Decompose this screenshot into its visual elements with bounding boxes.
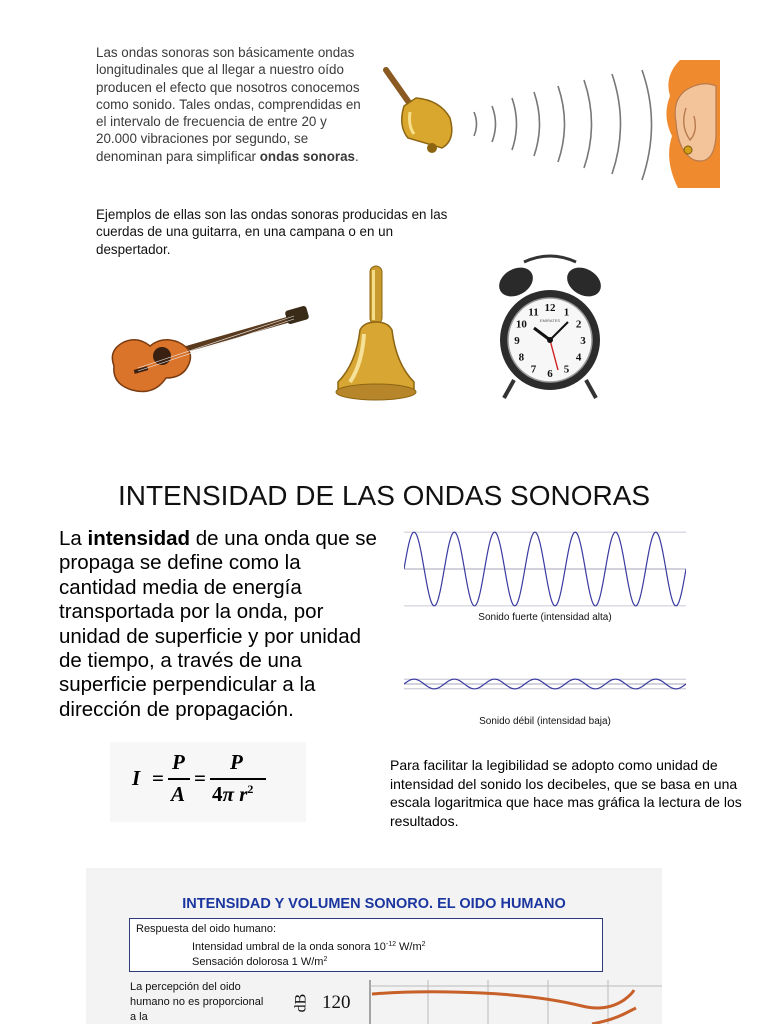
clock-numeral: 1 bbox=[563, 306, 570, 319]
formula-den-pi: π bbox=[222, 782, 234, 806]
hand-bell-icon bbox=[386, 70, 452, 153]
decibel-paragraph: Para facilitar la legibilidad se adopto como unidad de intensidad del sonido los decibeles, que se basa en una escala logaritmica que hace mas gráfica la lectura de los resultados. bbox=[390, 757, 742, 829]
guitar-icon bbox=[104, 300, 312, 400]
embedded-slide bbox=[86, 868, 662, 1024]
clock-numeral: 6 bbox=[547, 368, 553, 380]
formula-equals-2: = bbox=[194, 766, 206, 790]
wave-strong-plot bbox=[404, 528, 686, 610]
formula-intensity-symbol: I bbox=[132, 766, 141, 790]
clock-numeral: 8 bbox=[518, 351, 525, 364]
definition-paragraph bbox=[59, 527, 377, 745]
slide-box-line-3 bbox=[192, 952, 327, 970]
chart-axis-unit: dB bbox=[292, 993, 310, 1013]
lower-curve bbox=[592, 1008, 636, 1024]
formula-den-coefficient: 4 bbox=[212, 782, 223, 806]
definition-lead: La bbox=[59, 527, 88, 550]
hearing-curve-plot bbox=[362, 980, 662, 1024]
formula-den-exponent: 2 bbox=[247, 782, 254, 796]
threshold-exponent: -12 bbox=[385, 941, 396, 948]
formula-equals-1: = bbox=[152, 766, 164, 790]
formula-fraction-line-1 bbox=[168, 778, 190, 780]
bell-ear-illustration bbox=[380, 56, 720, 192]
intro-text-end: . bbox=[355, 148, 359, 164]
clock-numeral: 11 bbox=[528, 306, 539, 319]
wave-weak-caption: Sonido débil (intensidad baja) bbox=[479, 716, 611, 727]
threshold-unit-exponent: 2 bbox=[421, 941, 426, 948]
slide-info-box bbox=[129, 918, 603, 972]
slide-perception-text: La percepción del oido humano no es proporcional a la bbox=[130, 981, 264, 1023]
pain-threshold-curve bbox=[372, 990, 634, 1008]
slide-box-line-1: Respuesta del oido humano: bbox=[136, 923, 277, 935]
clock-numeral: 9 bbox=[514, 335, 520, 347]
ear-icon bbox=[666, 60, 720, 188]
definition-bold-term: intensidad bbox=[87, 527, 191, 550]
wave-strong-caption: Sonido fuerte (intensidad alta) bbox=[478, 612, 612, 623]
bell-icon bbox=[330, 264, 422, 406]
section-title: INTENSIDAD DE LAS ONDAS SONORAS bbox=[117, 480, 651, 511]
intro-paragraph bbox=[96, 44, 364, 165]
pain-text: Sensación dolorosa 1 W/m bbox=[192, 956, 324, 968]
formula-numerator-1: P bbox=[172, 750, 185, 774]
clock-numeral: 4 bbox=[575, 351, 582, 364]
hearing-curve-chart bbox=[286, 980, 662, 1024]
intensity-formula bbox=[110, 742, 306, 822]
slide-title: INTENSIDAD Y VOLUMEN SONORO. EL OIDO HUMANO bbox=[182, 896, 566, 912]
clock-numeral: 2 bbox=[575, 318, 582, 331]
intro-bold-term: ondas sonoras bbox=[259, 148, 355, 164]
formula-denominator-2 bbox=[212, 782, 253, 807]
threshold-unit: W/m bbox=[395, 941, 422, 953]
formula-numerator-2: P bbox=[230, 750, 243, 774]
chart-axis-tick: 120 bbox=[322, 992, 351, 1013]
sound-wave-arcs bbox=[474, 70, 652, 180]
pain-unit-exponent: 2 bbox=[323, 956, 328, 963]
wave-weak-plot bbox=[404, 662, 686, 706]
alarm-clock-icon bbox=[494, 252, 606, 402]
clock-numeral: 12 bbox=[544, 302, 556, 314]
clock-numeral: 3 bbox=[580, 335, 586, 347]
formula-den-r: r bbox=[239, 782, 248, 806]
clock-numeral: 5 bbox=[563, 363, 570, 376]
formula-fraction-line-2 bbox=[210, 778, 266, 780]
definition-text: de una onda que se propaga se define como la cantidad media de energía transportada por la onda, por unidad de superficie y por unidad de tiempo, a través de una superficie perpendicular a la dirección de propagación. bbox=[59, 527, 377, 721]
clock-brand: EMIRATES bbox=[539, 318, 561, 323]
threshold-text: Intensidad umbral de la onda sonora 10 bbox=[192, 941, 386, 953]
clock-numeral: 10 bbox=[515, 318, 527, 331]
clock-numeral: 7 bbox=[530, 363, 537, 376]
examples-paragraph: Ejemplos de ellas son las ondas sonoras producidas en las cuerdas de una guitarra, en una campana o en un despertador. bbox=[96, 207, 448, 257]
formula-denominator-1: A bbox=[171, 782, 186, 806]
intro-text: Las ondas sonoras son básicamente ondas longitudinales que al llegar a nuestro oído producen el efecto que nosotros conocemos como sonido. Tales ondas, comprendidas en el intervalo de frecuencia de entre 20 y 20.000 vibraciones por segundo, se denominan para simplificar bbox=[96, 45, 361, 164]
